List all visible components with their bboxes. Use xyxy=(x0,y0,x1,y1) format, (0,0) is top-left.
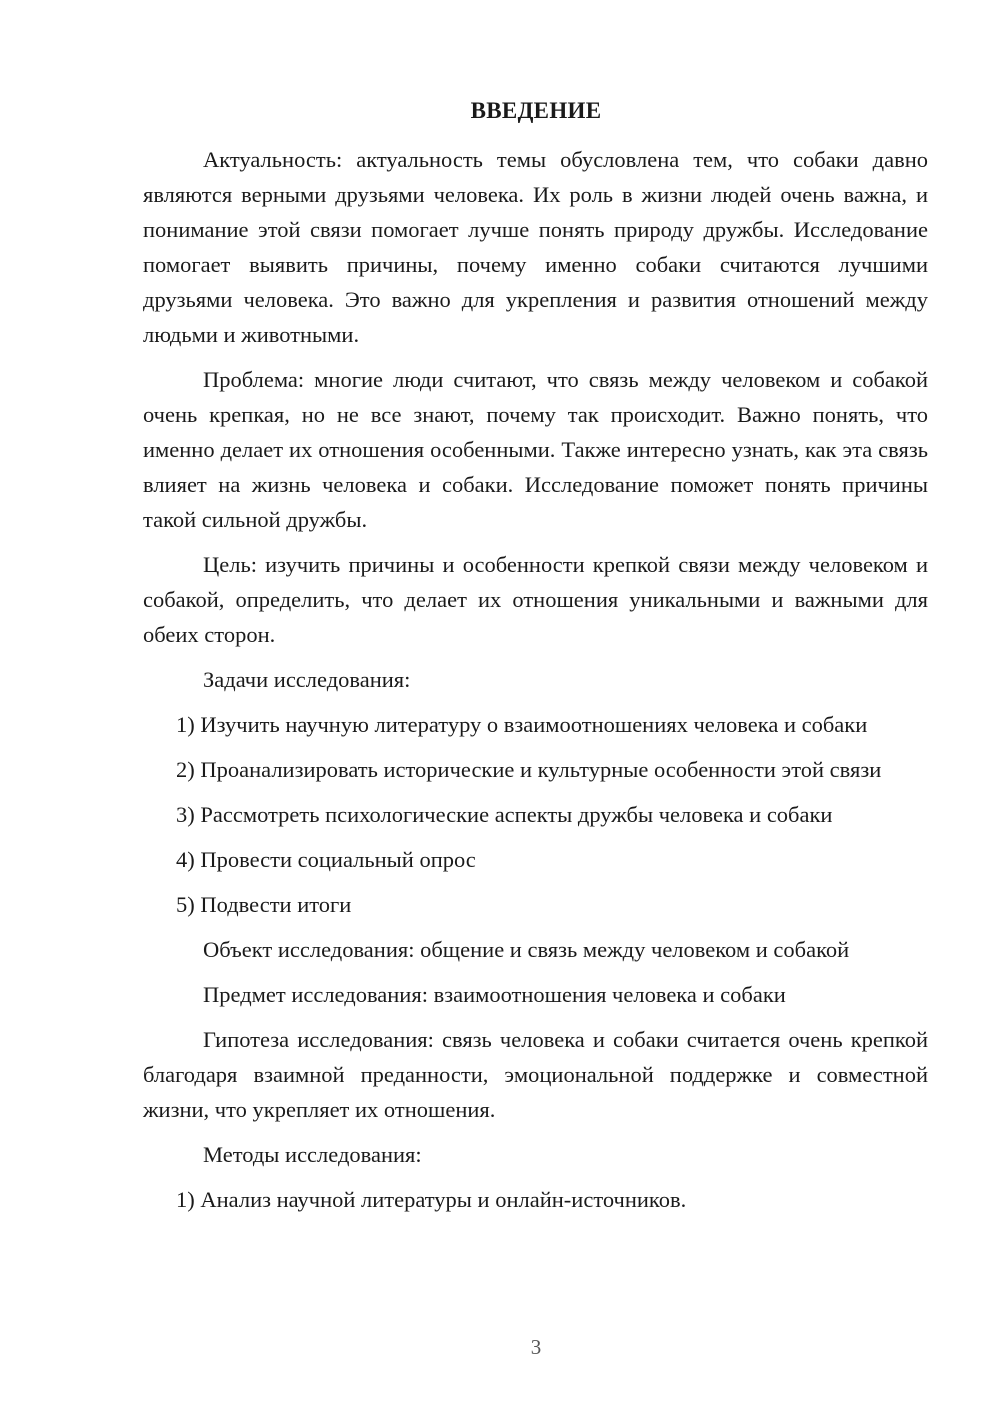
methods-title: Методы исследования: xyxy=(203,1142,422,1167)
task-item-1: 1) Изучить научную литературу о взаимоотношениях человека и собаки xyxy=(176,712,868,737)
relevance-paragraph: Актуальность: актуальность темы обусловлена тем, что собаки давно являются верными друзьями человека. Их роль в жизни людей очень важна, и понимание этой связи помогает лучше понять природу дружбы. Исследование помогает выявить причины, почему именно собаки считаются лучшими друзьями человека. Это важно для укрепления и развития отношений между людьми и животными. xyxy=(143,147,928,347)
page-number: 3 xyxy=(530,1335,542,1359)
problem-paragraph: Проблема: многие люди считают, что связь между человеком и собакой очень крепкая, но не все знают, почему так происходит. Важно понять, что именно делает их отношения особенными. Также интересно узнать, как эта связь влияет на жизнь человека и собаки. Исследование поможет понять причины такой сильной дружбы. xyxy=(143,367,928,532)
hypothesis-paragraph: Гипотеза исследования: связь человека и собаки считается очень крепкой благодаря взаимной преданности, эмоциональной поддержке и совместной жизни, что укрепляет их отношения. xyxy=(143,1027,928,1122)
tasks-title: Задачи исследования: xyxy=(203,667,411,692)
method-item-1: 1) Анализ научной литературы и онлайн-источников. xyxy=(176,1187,687,1212)
task-item-4: 4) Провести социальный опрос xyxy=(176,847,476,872)
section-heading: ВВЕДЕНИЕ xyxy=(470,98,602,123)
subject-paragraph: Предмет исследования: взаимоотношения человека и собаки xyxy=(203,982,786,1007)
object-paragraph: Объект исследования: общение и связь между человеком и собакой xyxy=(203,937,850,962)
task-item-3: 3) Рассмотреть психологические аспекты дружбы человека и собаки xyxy=(176,802,833,827)
task-item-5: 5) Подвести итоги xyxy=(176,892,352,917)
goal-paragraph: Цель: изучить причины и особенности крепкой связи между человеком и собакой, определить, что делает их отношения уникальными и важными для обеих сторон. xyxy=(143,552,928,647)
task-item-2: 2) Проанализировать исторические и культурные особенности этой связи xyxy=(176,757,882,782)
document-body xyxy=(143,142,928,1217)
